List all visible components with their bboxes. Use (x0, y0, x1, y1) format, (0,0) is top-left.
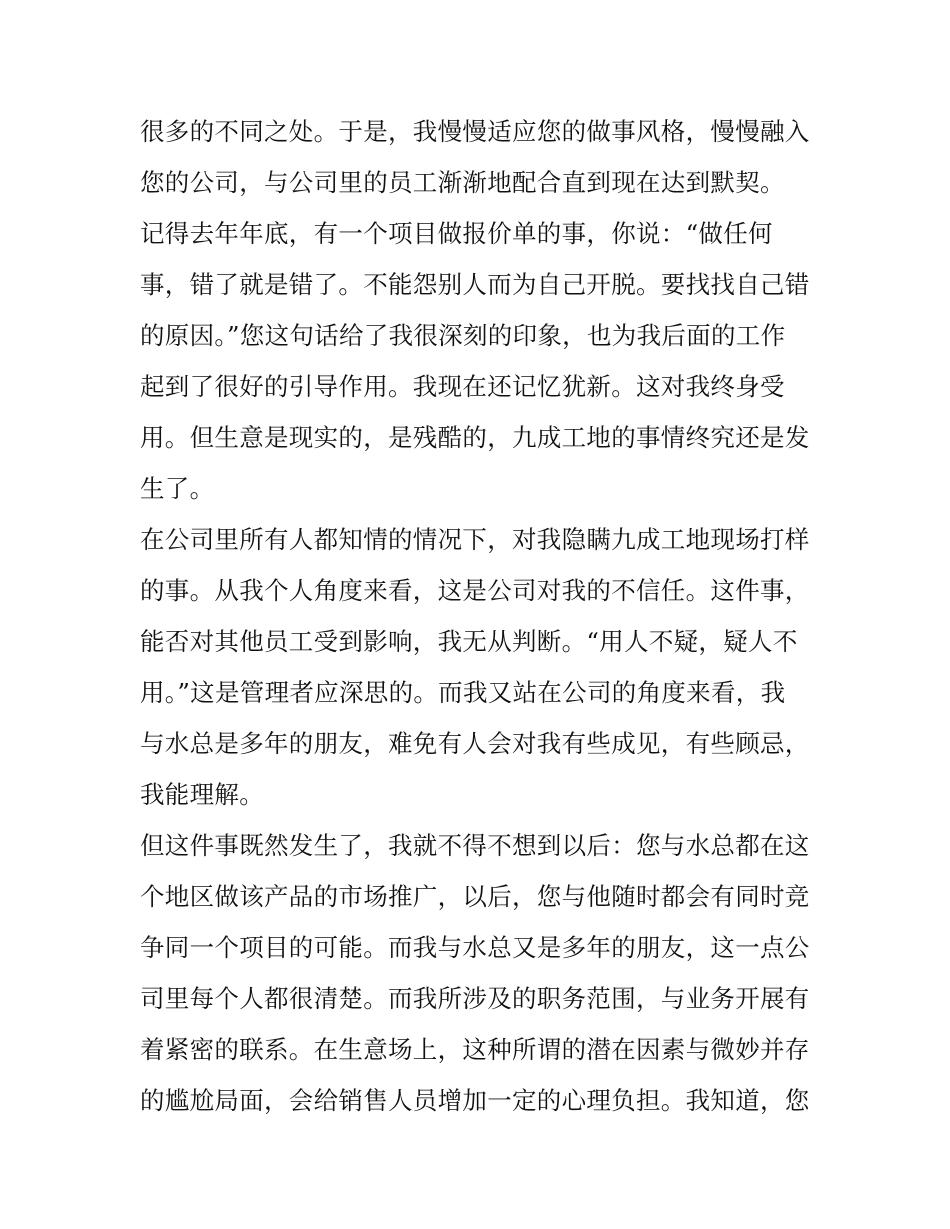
text-line: 着紧密的联系。在生意场上，这种所谓的潜在因素与微妙并存 (140, 1035, 810, 1064)
text-line: 用。但生意是现实的，是残酷的，九成工地的事情终究还是发 (140, 423, 810, 452)
text-line: 我能理解。 (140, 780, 264, 809)
text-line: 个地区做该产品的市场推广，以后，您与他随时都会有同时竞 (140, 882, 810, 911)
text-line: 争同一个项目的可能。而我与水总又是多年的朋友，这一点公 (140, 933, 810, 962)
text-line: 记得去年年底，有一个项目做报价单的事，你说：“做任何 (140, 219, 773, 248)
text-line: 在公司里所有人都知情的情况下，对我隐瞒九成工地现场打样 (140, 525, 810, 554)
text-line: 能否对其他员工受到影响，我无从判断。“用人不疑，疑人不 (140, 627, 798, 656)
text-line: 与水总是多年的朋友，难免有人会对我有些成见，有些顾忌， (140, 729, 810, 758)
text-line: 您的公司，与公司里的员工渐渐地配合直到现在达到默契。 (140, 168, 785, 197)
body-text (140, 106, 820, 1126)
text-line: 事，错了就是错了。不能怨别人而为自己开脱。要找找自己错 (140, 270, 810, 299)
text-line: 司里每个人都很清楚。而我所涉及的职务范围，与业务开展有 (140, 984, 810, 1013)
text-line: 用。”这是管理者应深思的。而我又站在公司的角度来看，我 (140, 678, 786, 707)
text-line: 生了。 (140, 474, 215, 503)
text-line: 的事。从我个人角度来看，这是公司对我的不信任。这件事， (140, 576, 810, 605)
text-line: 的尴尬局面，会给销售人员增加一定的心理负担。我知道，您 (140, 1086, 810, 1115)
text-line: 很多的不同之处。于是，我慢慢适应您的做事风格，慢慢融入 (140, 117, 810, 146)
text-line: 起到了很好的引导作用。我现在还记忆犹新。这对我终身受 (140, 372, 785, 401)
text-line: 的原因。”您这句话给了我很深刻的印象，也为我后面的工作 (140, 321, 786, 350)
text-line: 但这件事既然发生了，我就不得不想到以后：您与水总都在这 (140, 831, 810, 860)
